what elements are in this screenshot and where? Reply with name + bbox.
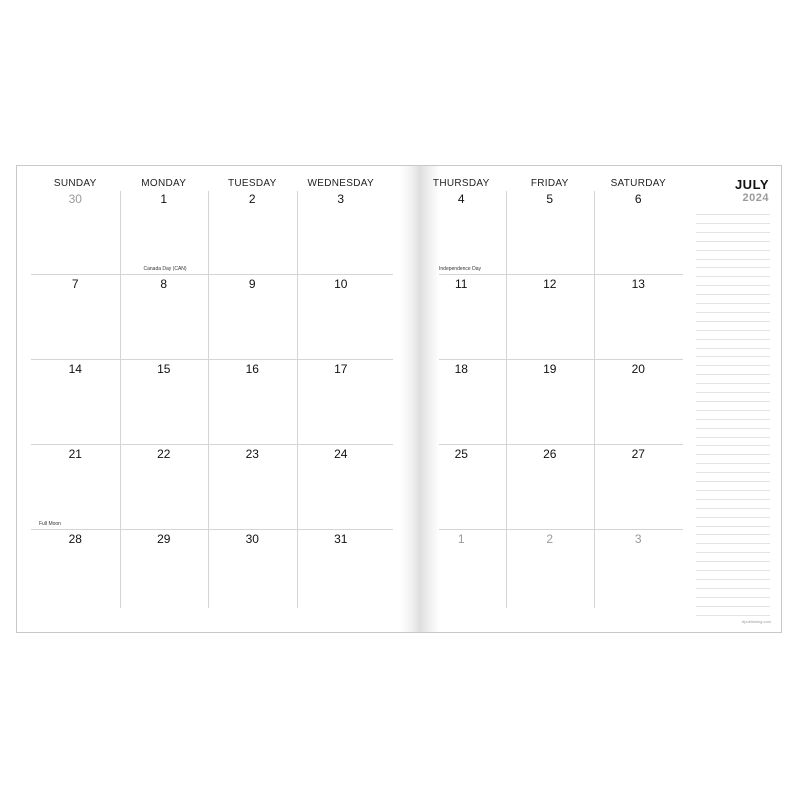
day-number[interactable]: 9 — [248, 277, 256, 291]
day-number[interactable]: 26 — [543, 447, 557, 461]
notes-line — [696, 454, 770, 455]
day-number[interactable]: 2 — [248, 192, 256, 206]
weekday-header-friday: FRIDAY — [530, 178, 569, 189]
notes-line — [696, 552, 770, 553]
day-number[interactable]: 29 — [157, 532, 171, 546]
day-number[interactable]: 28 — [68, 532, 82, 546]
day-number[interactable]: 12 — [543, 277, 557, 291]
day-number[interactable]: 3 — [337, 192, 345, 206]
day-number[interactable]: 17 — [334, 362, 348, 376]
notes-line — [696, 339, 770, 340]
notes-line — [696, 330, 770, 331]
day-number[interactable]: 13 — [631, 277, 645, 291]
day-number[interactable]: 31 — [334, 532, 348, 546]
day-number[interactable]: 16 — [245, 362, 259, 376]
notes-line — [696, 356, 770, 357]
notes-line — [696, 579, 770, 580]
notes-line — [696, 597, 770, 598]
day-number[interactable]: 19 — [543, 362, 557, 376]
day-number[interactable]: 27 — [631, 447, 645, 461]
day-number[interactable]: 23 — [245, 447, 259, 461]
day-number[interactable]: 4 — [457, 192, 465, 206]
day-number[interactable]: 22 — [157, 447, 171, 461]
row-divider — [439, 444, 683, 445]
notes-line — [696, 472, 770, 473]
day-number[interactable]: 1 — [457, 532, 465, 546]
notes-line — [696, 499, 770, 500]
row-divider — [31, 444, 393, 445]
day-number[interactable]: 30 — [245, 532, 259, 546]
website-credit: tfpublishing.com — [742, 619, 771, 624]
row-divider — [31, 529, 393, 530]
notes-line — [696, 321, 770, 322]
day-number[interactable]: 5 — [546, 192, 554, 206]
day-number[interactable]: 25 — [454, 447, 468, 461]
notes-line — [696, 223, 770, 224]
notes-line — [696, 348, 770, 349]
day-number[interactable]: 15 — [157, 362, 171, 376]
notes-line — [696, 481, 770, 482]
day-number[interactable]: 2 — [546, 532, 554, 546]
notes-line — [696, 374, 770, 375]
notes-line — [696, 490, 770, 491]
notes-line — [696, 437, 770, 438]
notes-line — [696, 365, 770, 366]
day-number[interactable]: 11 — [455, 277, 468, 291]
day-number[interactable]: 21 — [68, 447, 82, 461]
notes-line — [696, 259, 770, 260]
notes-line — [696, 526, 770, 527]
notes-line — [696, 250, 770, 251]
notes-line — [696, 543, 770, 544]
weekday-header-sunday: SUNDAY — [53, 178, 97, 189]
notes-line — [696, 392, 770, 393]
notes-line — [696, 606, 770, 607]
notes-line — [696, 312, 770, 313]
notes-line — [696, 303, 770, 304]
day-number[interactable]: 20 — [631, 362, 645, 376]
notes-line — [696, 401, 770, 402]
notes-line — [696, 214, 770, 215]
day-number[interactable]: 30 — [68, 192, 82, 206]
weekday-header-saturday: SATURDAY — [610, 178, 666, 189]
notes-line — [696, 615, 770, 616]
holiday-label: Full Moon — [39, 521, 61, 527]
row-divider — [31, 359, 393, 360]
notes-line — [696, 232, 770, 233]
notes-line — [696, 276, 770, 277]
day-number[interactable]: 24 — [334, 447, 348, 461]
holiday-label: Independence Day — [439, 266, 481, 272]
notes-line — [696, 445, 770, 446]
right-page — [400, 166, 782, 632]
weekday-header-tuesday: TUESDAY — [227, 178, 277, 189]
weekday-header-monday: MONDAY — [141, 178, 187, 189]
row-divider — [31, 274, 393, 275]
notes-line — [696, 508, 770, 509]
weekday-header-thursday: THURSDAY — [432, 178, 490, 189]
notes-line — [696, 285, 770, 286]
notes-line — [696, 463, 770, 464]
row-divider — [439, 529, 683, 530]
day-number[interactable]: 10 — [334, 277, 348, 291]
day-number[interactable]: 3 — [634, 532, 642, 546]
notes-line — [696, 428, 770, 429]
notes-line — [696, 410, 770, 411]
notes-line — [696, 241, 770, 242]
day-number[interactable]: 7 — [71, 277, 79, 291]
notes-line — [696, 419, 770, 420]
day-number[interactable]: 1 — [160, 192, 168, 206]
day-number[interactable]: 8 — [160, 277, 168, 291]
notes-line — [696, 588, 770, 589]
day-number[interactable]: 18 — [454, 362, 468, 376]
month-title: JULY — [734, 177, 769, 192]
notes-line — [696, 534, 770, 535]
notes-line — [696, 294, 770, 295]
row-divider — [439, 359, 683, 360]
notes-line — [696, 267, 770, 268]
row-divider — [439, 274, 683, 275]
day-number[interactable]: 14 — [68, 362, 82, 376]
notes-line — [696, 517, 770, 518]
holiday-label: Canada Day (CAN) — [143, 266, 187, 272]
left-page — [17, 166, 400, 632]
planner-spread — [16, 165, 782, 633]
notes-line — [696, 561, 770, 562]
weekday-header-wednesday: WEDNESDAY — [307, 178, 374, 189]
notes-line — [696, 570, 770, 571]
year-title: 2024 — [742, 192, 769, 204]
day-number[interactable]: 6 — [634, 192, 642, 206]
notes-line — [696, 383, 770, 384]
